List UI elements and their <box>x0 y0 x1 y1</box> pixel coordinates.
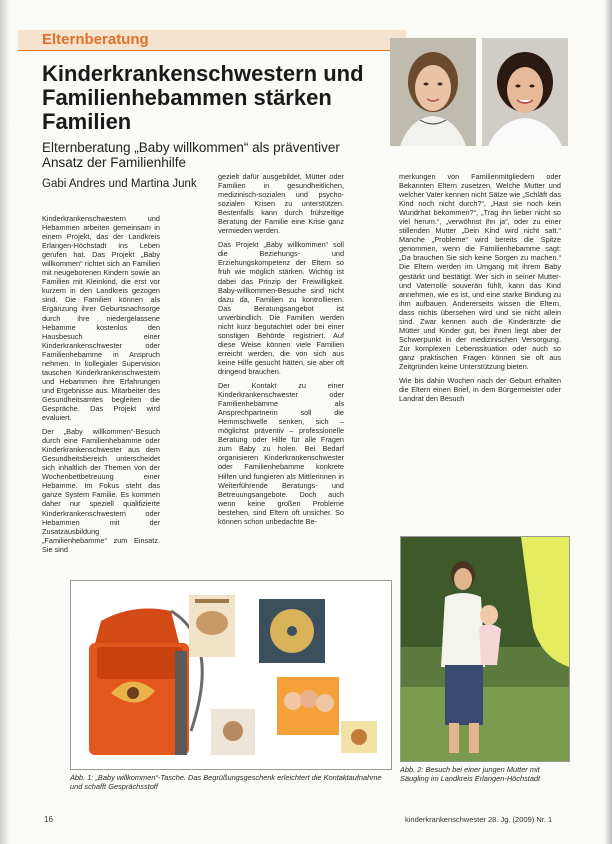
section-label: Elternberatung <box>42 31 149 48</box>
figure-2-caption: Abb. 2: Besuch bei einer jungen Mutter mit Säugling im Landkreis Erlangen-Höchstadt <box>400 765 541 783</box>
article-subtitle: Elternberatung „Baby willkommen“ als präventiver Ansatz der Familienhilfe <box>42 140 340 170</box>
magazine-footer: kinderkrankenschwester 28. Jg. (2009) Nr. 1 <box>405 815 553 824</box>
article-title: Kinderkrankenschwestern und Familienhebammen stärken Familien <box>42 61 364 134</box>
paragraph: Das Projekt „Baby willkommen“ soll die Beziehungs- und Erziehungskompetenz der Eltern so früh wie möglich stärken. Wichtig ist dabei das Prinzip der Freiwilligkeit. Baby-willkommen-Besuche sind nicht dazu da, Familien zu kontrollieren. Das Beratungsangebot ist unverbindlich. Die Familien werden nicht kurz begutachtet oder bei einer sonstigen Behörde registriert. Auf diese Weise können viele Familien erreicht werden, die von sich aus keine Hilfe gesucht hätten, sie aber oft dringend brauchen. <box>218 240 344 376</box>
article-authors: Gabi Andres und Martina Junk <box>42 178 197 190</box>
author-photo-1 <box>390 38 476 146</box>
paragraph: merkungen von Familienmitgliedern oder Bekannten Eltern zusetzen. Welche Mutter und welcher Vater kennen nicht Sätze wie „Schläft das Kind noch nicht durch?“, „Hast sie noch kein Wundrhat bekommen?“, „Trag ihn lieber nicht so viel herum.“, „verwöhnst ihn ja“, oder zu einer stillenden Mutter „Dein Kind wird nicht satt.“ Manche „Probleme“ wird bereits die Spitze genommen, wenn die Familienhebamme sagt: „Da brauchen Sie sich keine Sorgen zu machen.“ Die Eltern werden im Umgang mit ihrem Baby gestärkt und bestätigt. Wer sich in seiner Mutter- und Vaterrolle souverän fühlt, kann das Kind annehmen, wie es ist, und eine starke Bindung zu ihm aufbauen. Andererseits wissen die Eltern, dass nichts übersehen wird und sie nicht allein sind. Zwar kennen auch die Kinderärzte die Mütter und Kinder gut, bei ihnen liegt aber der Schwerpunkt in der medizinischen Versorgung. Zur komplexen Lebenssituation oder auch so ganz praktischen Fragen können sie oft aus Zeitgründen keine Unterstützung bieten. <box>399 172 561 371</box>
paragraph: Der „Baby willkommen“-Besuch durch eine Familienhebamme oder Kinderkrankenschwester aus dem Gesundheitsbereich unterscheidet sich inhaltlich der Themen von der Wochenbettbetreuung einer Hebamme. Im Fokus steht das ganze System Familie. Es kommen daher nur speziell qualifizierte Kinderkrankenschwestern oder Hebammen mit der Zusatzausbildung „Familienhebamme“ zum Einsatz. Sie sind <box>42 427 160 554</box>
author-photo-2 <box>482 38 568 146</box>
paragraph: Kinderkrankenschwestern und Hebammen arbeiten gemeinsam in einem Projekt, das der Landkreis Erlangen-Höchstadt ins Leben gerufen hat. Das Projekt „Baby willkommen“ richtet sich an Familien mit neugeborenen Kindern sowie an Familien mit Kleinkind, die erst vor kurzem in den Landkreis gezogen sind. Die Familien können als Ergänzung ihrer Geburtsnachsorge durch ihre niedergelassene Hebamme kostenlos den Hausbesuch einer Kinderkrankenschwester oder Familienhebamme in Anspruch nehmen. In kollegialer Supervision tauschen Kinderkrankenschwestern und Hebammen ihre Erfahrungen und Ergebnisse aus. Mitarbeiter des Gesundheitsamtes begleiten die Gespräche. Das Projekt wird evaluiert. <box>42 214 160 423</box>
text-column-1 <box>42 214 160 559</box>
figure-1-caption: Abb. 1: „Baby willkommen“-Tasche. Das Begrüßungsgeschenk erleichtert die Kontaktaufnahme und schafft Gesprächsstoff <box>70 773 382 791</box>
paragraph: Wie bis dahin Wochen nach der Geburt erhalten die Eltern einen Brief, in dem Bürgermeister oder Landrat den Besuch <box>399 376 561 404</box>
text-column-2 <box>218 172 344 531</box>
paragraph: gezielt dafür ausgebildet, Mütter oder Familien in gesundheitlichen, medizinisch-sozialen und psycho-sozialen Krisen zu unterstützen. Bestenfalls kann durch frühzeitige Beratung der Familie eine Krise ganz vermieden werden. <box>218 172 344 236</box>
page-number: 16 <box>44 815 53 824</box>
text-column-3 <box>399 172 561 408</box>
scan-edge-left <box>0 0 10 844</box>
section-header <box>18 30 406 51</box>
scan-edge-right <box>604 0 612 844</box>
figure-welcome-bag <box>70 580 392 770</box>
figure-mother-baby <box>400 536 570 762</box>
paragraph: Der Kontakt zu einer Kinderkrankenschwester oder Familienhebamme als Ansprechpartnerin soll die Hemmschwelle senken, sich – möglichst präventiv – professionelle Beratung oder Hilfe für alle Fragen zum Baby zu holen. Bei Bedarf organisieren Kinderkrankenschwester oder Familienhebamme konkrete Hilfen und fungieren als Mittlerinnen in Weiterführende Beratungs- und Betreuungsangebote. Doch auch wenn keine großen Probleme bestehen, sind Eltern oft unsicher. So können schon unbedachte Be- <box>218 381 344 526</box>
